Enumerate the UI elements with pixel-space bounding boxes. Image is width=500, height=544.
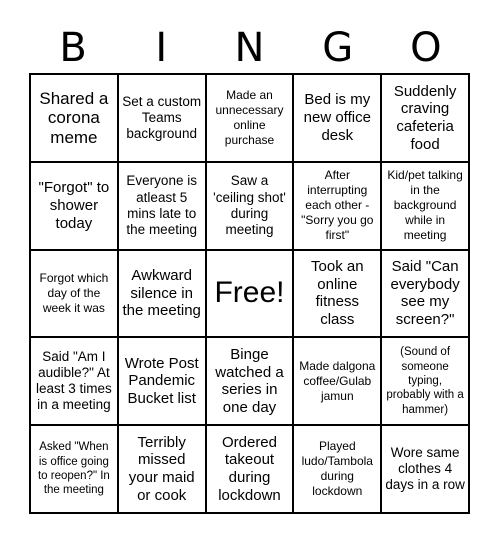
bingo-cell-text: Set a custom Teams background (122, 93, 202, 141)
bingo-cell-r3c5[interactable] (381, 250, 469, 338)
bingo-cell-text: Awkward silence in the meeting (122, 266, 201, 320)
bingo-cell-r2c3[interactable] (206, 162, 294, 250)
bingo-cell-r5c5[interactable] (381, 425, 469, 513)
bingo-cell-text: Made dalgona coffee/Gulab jamun (299, 358, 376, 403)
bingo-cell-r3c4[interactable] (293, 250, 381, 338)
bingo-cell-r3c2[interactable] (118, 250, 206, 338)
bingo-cell-r3c1[interactable] (30, 250, 118, 338)
bingo-cell-text: Said "Am I audible?" At least 3 times in a meeting (36, 348, 112, 413)
bingo-cell-text: "Forgot" to shower today (38, 179, 110, 232)
bingo-card-grid (29, 73, 470, 514)
bingo-cell-text: Suddenly craving cafeteria food (393, 82, 457, 153)
bingo-cell-text: Wore same clothes 4 days in a row (385, 444, 465, 493)
bingo-cell-r5c2[interactable] (118, 425, 206, 513)
bingo-cell-r4c4[interactable] (293, 337, 381, 425)
bingo-cell-text: Asked "When is office going to reopen?" In the meeting (37, 441, 110, 497)
bingo-cell-text: Saw a 'ceiling shot' during meeting (213, 173, 286, 237)
bingo-cell-r2c4[interactable] (293, 162, 381, 250)
title-letter-g: G (322, 25, 354, 71)
bingo-cell-r4c1[interactable] (30, 337, 118, 425)
bingo-cell-text: Shared a corona meme (39, 88, 109, 147)
bingo-cell-r2c1[interactable] (30, 162, 118, 250)
bingo-cell-text: Kid/pet talking in the background while in meeting (387, 168, 463, 243)
bingo-cell-r1c2[interactable] (118, 74, 206, 162)
bingo-cell-text: After interrupting each other - "Sorry you go first" (301, 168, 374, 243)
bingo-cell-r2c2[interactable] (118, 162, 206, 250)
bingo-cell-r5c4[interactable] (293, 425, 381, 513)
bingo-cell-r1c1[interactable] (30, 74, 118, 162)
bingo-cell-r1c3[interactable] (206, 74, 294, 162)
bingo-cell-r4c5[interactable] (381, 337, 469, 425)
bingo-cell-text: Ordered takeout during lockdown (218, 433, 281, 504)
bingo-cell-text: Bed is my new office desk (303, 91, 371, 144)
bingo-cell-r4c3[interactable] (206, 337, 294, 425)
bingo-cell-text: (Sound of someone typing, probably with a hammer) (386, 346, 464, 416)
bingo-cell-r2c5[interactable] (381, 162, 469, 250)
title-letter-b: B (59, 25, 87, 71)
bingo-cell-r1c5[interactable] (381, 74, 469, 162)
bingo-cell-text: Everyone is atleast 5 mins late to the meeting (126, 173, 197, 237)
bingo-cell-r1c4[interactable] (293, 74, 381, 162)
bingo-cell-text: Played ludo/Tambola during lockdown (301, 439, 373, 499)
title-letter-o: O (410, 25, 442, 71)
bingo-cell-text: Binge watched a series in one day (215, 345, 284, 416)
title-letter-n: N (234, 25, 265, 71)
bingo-cell-r5c3[interactable] (206, 425, 294, 513)
bingo-cell-r5c1[interactable] (30, 425, 118, 513)
bingo-cell-text: Wrote Post Pandemic Bucket list (124, 354, 199, 408)
bingo-cell-text: Took an online fitness class (311, 258, 364, 329)
bingo-cell-text: Made an unnecessary online purchase (215, 87, 284, 147)
bingo-title (29, 22, 470, 74)
bingo-cell-text: Terribly missed your maid or cook (128, 433, 195, 504)
free-space-text: Free! (214, 276, 285, 310)
bingo-cell-text: Said "Can everybody see my screen?" (390, 258, 460, 329)
free-space-cell[interactable] (206, 250, 294, 338)
bingo-cell-r4c2[interactable] (118, 337, 206, 425)
bingo-cell-text: Forgot which day of the week it was (39, 270, 109, 315)
title-letter-i: I (155, 25, 168, 71)
